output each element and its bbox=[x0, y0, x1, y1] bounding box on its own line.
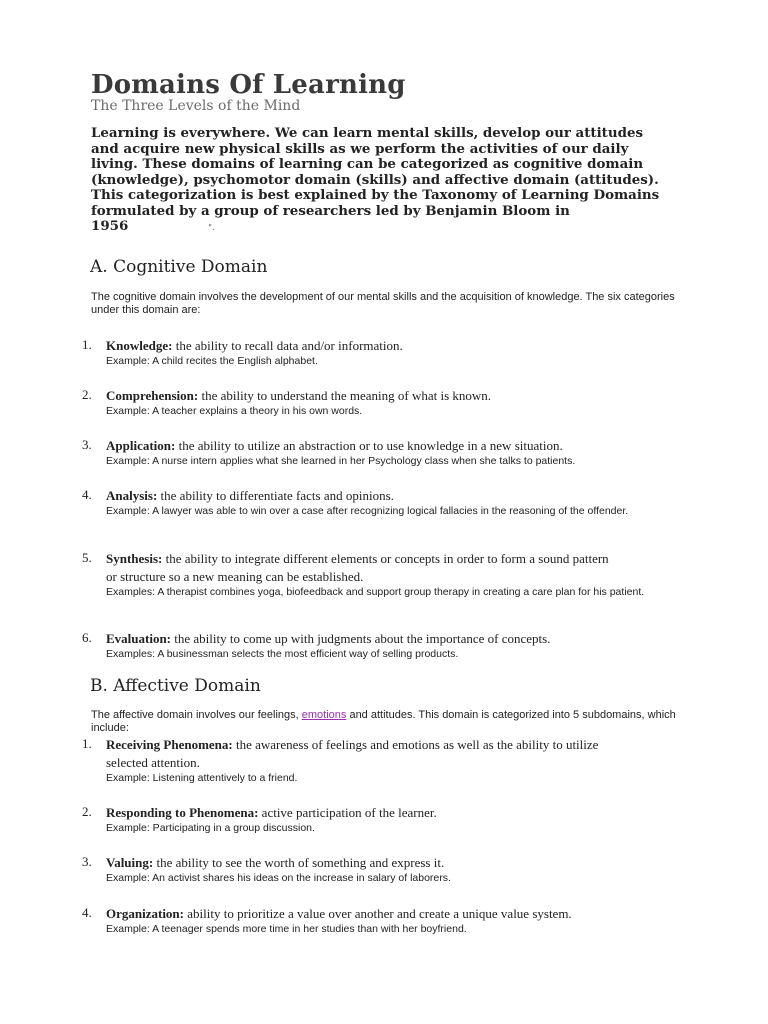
item-term: Synthesis: bbox=[106, 551, 163, 566]
item-number: 6. bbox=[82, 630, 92, 645]
list-item bbox=[82, 804, 682, 834]
item-text: the ability to understand the meaning of what is known. bbox=[198, 388, 492, 403]
item-text: ability to prioritize a value over another and create a unique value system. bbox=[184, 906, 572, 921]
affective-description-text-2: and attitudes. This domain is categorized into 5 subdomains, which include: bbox=[91, 709, 676, 734]
item-example: Example: A nurse intern applies what she learned in her Psychology class when she talks to patients. bbox=[106, 455, 576, 467]
item-text-continued: or structure so a new meaning can be established. bbox=[106, 569, 364, 584]
list-item bbox=[82, 387, 682, 417]
item-term: Knowledge: bbox=[106, 338, 173, 353]
item-number: 1. bbox=[82, 337, 92, 352]
item-number: 4. bbox=[82, 905, 92, 920]
item-text: the ability to come up with judgments about the importance of concepts. bbox=[171, 631, 551, 646]
list-item bbox=[82, 854, 682, 884]
item-text-continued: selected attention. bbox=[106, 755, 200, 770]
item-term: Receiving Phenomena: bbox=[106, 737, 233, 752]
emotions-link[interactable]: emotions bbox=[301, 709, 347, 721]
item-text: the awareness of feelings and emotions as well as the ability to utilize bbox=[232, 737, 599, 752]
item-term: Application: bbox=[106, 438, 176, 453]
cognitive-heading: A. Cognitive Domain bbox=[90, 257, 268, 277]
item-number: 3. bbox=[82, 854, 92, 869]
item-number: 4. bbox=[82, 487, 92, 502]
item-term: Responding to Phenomena: bbox=[106, 805, 259, 820]
item-example: Examples: A therapist combines yoga, biofeedback and support group therapy in creating a care plan for his patient. bbox=[106, 586, 645, 598]
item-example: Example: A teacher explains a theory in his own words. bbox=[106, 405, 363, 417]
item-number: 3. bbox=[82, 437, 92, 452]
item-text: the ability to recall data and/or information. bbox=[172, 338, 403, 353]
item-term: Evaluation: bbox=[106, 631, 172, 646]
item-example: Examples: A businessman selects the most efficient way of selling products. bbox=[106, 648, 459, 660]
item-example: Example: A child recites the English alphabet. bbox=[106, 355, 318, 367]
item-term: Valuing: bbox=[106, 855, 154, 870]
affective-heading: B. Affective Domain bbox=[90, 676, 261, 696]
item-text: the ability to see the worth of something and express it. bbox=[153, 855, 445, 870]
page-title: Domains Of Learning bbox=[91, 70, 406, 100]
item-text: active participation of the learner. bbox=[258, 805, 437, 820]
intro-mark: ". bbox=[208, 223, 215, 232]
item-number: 2. bbox=[82, 387, 92, 402]
list-item bbox=[82, 630, 682, 660]
item-number: 5. bbox=[82, 550, 92, 565]
list-item bbox=[82, 736, 682, 784]
page-subtitle: The Three Levels of the Mind bbox=[91, 98, 301, 114]
item-example: Example: Listening attentively to a friend. bbox=[106, 772, 298, 784]
item-example: Example: A lawyer was able to win over a case after recognizing logical fallacies in the reasoning of the offender. bbox=[106, 505, 629, 517]
item-term: Organization: bbox=[106, 906, 184, 921]
item-number: 1. bbox=[82, 736, 92, 751]
list-item bbox=[82, 905, 682, 935]
list-item bbox=[82, 337, 682, 367]
intro-paragraph bbox=[91, 126, 661, 236]
item-term: Analysis: bbox=[106, 488, 158, 503]
item-example: Example: Participating in a group discussion. bbox=[106, 822, 315, 834]
item-text: the ability to integrate different elements or concepts in order to form a sound pattern bbox=[162, 551, 609, 566]
item-example: Example: An activist shares his ideas on the increase in salary of laborers. bbox=[106, 872, 451, 884]
list-item bbox=[82, 487, 682, 517]
cognitive-description: The cognitive domain involves the development of our mental skills and the acquisition of knowledge. The six categories under this domain are: bbox=[91, 291, 675, 316]
item-term: Comprehension: bbox=[106, 388, 199, 403]
item-example: Example: A teenager spends more time in her studies than with her boyfriend. bbox=[106, 923, 467, 935]
item-text: the ability to differentiate facts and opinions. bbox=[157, 488, 394, 503]
list-item bbox=[82, 437, 682, 467]
list-item bbox=[82, 550, 682, 598]
intro-text: Learning is everywhere. We can learn mental skills, develop our attitudes and acquire new physical skills as we perform the activities of our daily living. These domains of learning can be categorized as cognitive domain (knowledge), psychomotor domain (skills) and affective domain (attitudes). This categorization is best explained by the Taxonomy of Learning Domains formulated by a group of researchers led by Benjamin Bloom in 1956 bbox=[91, 125, 660, 234]
item-number: 2. bbox=[82, 804, 92, 819]
affective-description-text: The affective domain involves our feelings, bbox=[91, 709, 302, 721]
affective-description bbox=[91, 709, 691, 735]
item-text: the ability to utilize an abstraction or to use knowledge in a new situation. bbox=[175, 438, 563, 453]
